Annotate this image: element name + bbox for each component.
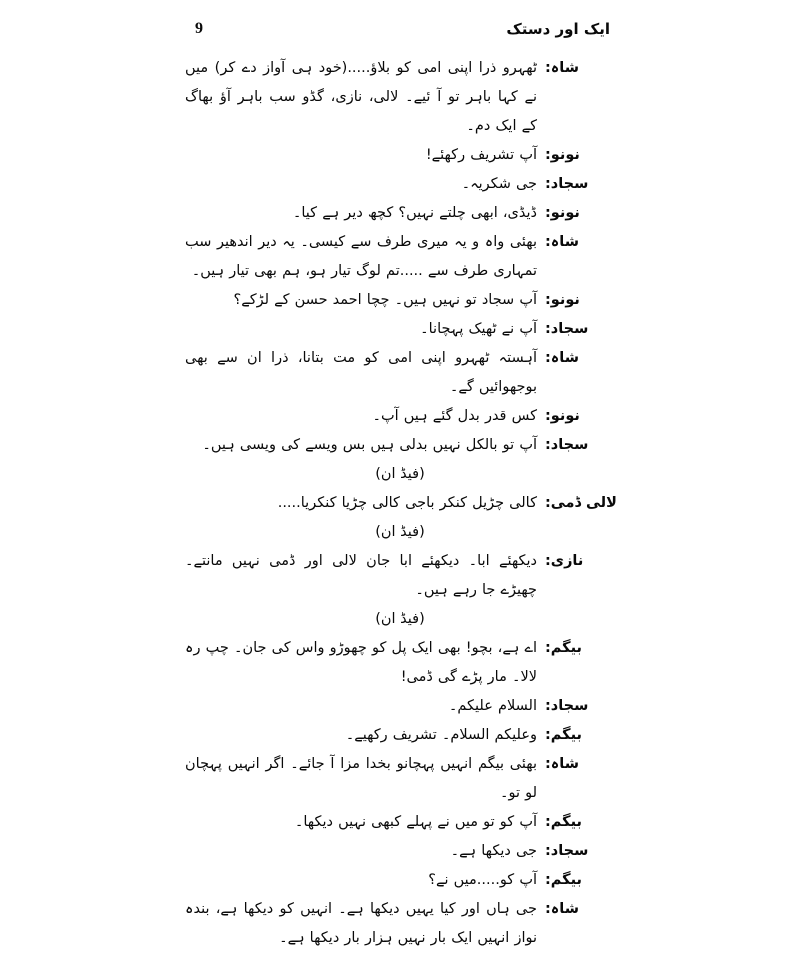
speaker-label: سجاد: [545,698,589,714]
dialogue-line [185,837,615,866]
dialogue-text: وعلیکم السلام۔ تشریف رکھیے۔ [345,727,537,743]
dialogue-line [185,141,615,170]
dialogue-text: آپ سجاد تو نہیں ہیں۔ چچا احمد حسن کے لڑکے؟ [233,292,537,308]
dialogue-text: ٹھہرو ذرا اپنی امی کو بلاؤ.....(خود ہی آواز دے کر) میں نے کہا باہر تو آ ئیے۔ لالی، نازی، گڈو سب باہر آؤ بھاگ کے ایک دم۔ [185,60,537,134]
speaker-label: نونو: [545,147,580,163]
dialogue-text: السلام علیکم۔ [448,698,537,714]
dialogue-line [185,547,615,605]
speaker-label: نازی: [545,553,584,569]
dialogue-line [185,228,615,286]
dialogue-line [185,344,615,402]
stage-direction: (فیڈ ان) [375,466,425,482]
dialogue-line [185,634,615,692]
dialogue-text: اے ہے، بچو! بھی ایک پل کو چھوڑو واس کی جان۔ چپ رہ لالا۔ مار پڑے گی ڈمی! [185,640,537,685]
dialogue-text: بھئی واہ و یہ میری طرف سے کیسی۔ یہ دیر اندھیر سب تمہاری طرف سے .....تم لوگ تیار ہو، ہم بھی تیار ہیں۔ [185,234,537,279]
dialogue-line [185,199,615,228]
dialogue-line [185,54,615,141]
dialogue-line [185,692,615,721]
dialogue-text: آہستہ ٹھہرو اپنی امی کو مت بتانا، ذرا ان سے بھی بوجھوائیں گے۔ [185,350,537,395]
stage-direction: (فیڈ ان) [375,611,425,627]
speaker-label: شاہ: [545,350,579,366]
dialogue-text: کالی چڑیل کنکر باجی کالی چڑیا کنکریا..... [277,495,537,511]
page-number: 9 [195,20,203,37]
dialogue-text: ڈیڈی، ابھی چلتے نہیں؟ کچھ دیر ہے کیا۔ [292,205,537,221]
speaker-label: سجاد: [545,321,589,337]
speaker-label: نونو: [545,205,580,221]
dialogue-text: جی دیکھا ہے۔ [450,843,537,859]
speaker-label: شاہ: [545,756,579,772]
script-body [185,54,615,953]
dialogue-line [185,402,615,431]
speaker-label: نونو: [545,292,580,308]
speaker-label: نونو: [545,408,580,424]
dialogue-text: جی ہاں اور کیا یہیں دیکھا ہے۔ انہیں کو دیکھا ہے، بندہ نواز انہیں ایک بار نہیں ہزار بار دیکھا ہے۔ [185,901,537,946]
speaker-label: بیگم: [545,814,582,830]
book-title: ایک اور دستک [506,20,610,38]
dialogue-text: آپ کو.....میں نے؟ [428,872,537,888]
dialogue-text: آپ تو بالکل نہیں بدلی ہیں بس ویسے کی ویسی ہیں۔ [202,437,537,453]
speaker-label: بیگم: [545,872,582,888]
stage-direction: (فیڈ ان) [375,524,425,540]
dialogue-line [185,750,615,808]
speaker-label: سجاد: [545,437,589,453]
dialogue-text: آپ نے ٹھیک پہچانا۔ [420,321,537,337]
dialogue-line [185,315,615,344]
dialogue-text: جی شکریہ۔ [461,176,537,192]
dialogue-line [185,895,615,953]
speaker-label: بیگم: [545,640,582,656]
dialogue-line [185,808,615,837]
dialogue-line [185,866,615,895]
speaker-label: شاہ: [545,60,579,76]
dialogue-text: آپ کو تو میں نے پہلے کبھی نہیں دیکھا۔ [294,814,537,830]
dialogue-text: کس قدر بدل گئے ہیں آپ۔ [372,408,537,424]
speaker-label: شاہ: [545,234,579,250]
speaker-label: شاہ: [545,901,579,917]
speaker-label: لالی ڈمی: [545,495,617,511]
speaker-label: بیگم: [545,727,582,743]
dialogue-line [185,721,615,750]
speaker-label: سجاد: [545,843,589,859]
dialogue-line [185,431,615,460]
speaker-label: سجاد: [545,176,589,192]
dialogue-line [185,489,615,518]
dialogue-line [185,286,615,315]
running-head [0,14,800,44]
dialogue-text: دیکھئے ابا۔ دیکھئے ابا جان لالی اور ڈمی نہیں مانتے۔ چھیڑے جا رہے ہیں۔ [185,553,537,598]
dialogue-line [185,170,615,199]
dialogue-text: آپ تشریف رکھئے! [425,147,537,163]
dialogue-text: بھئی بیگم انہیں پہچانو بخدا مزا آ جائے۔ اگر انہیں پہچان لو تو۔ [185,756,537,801]
